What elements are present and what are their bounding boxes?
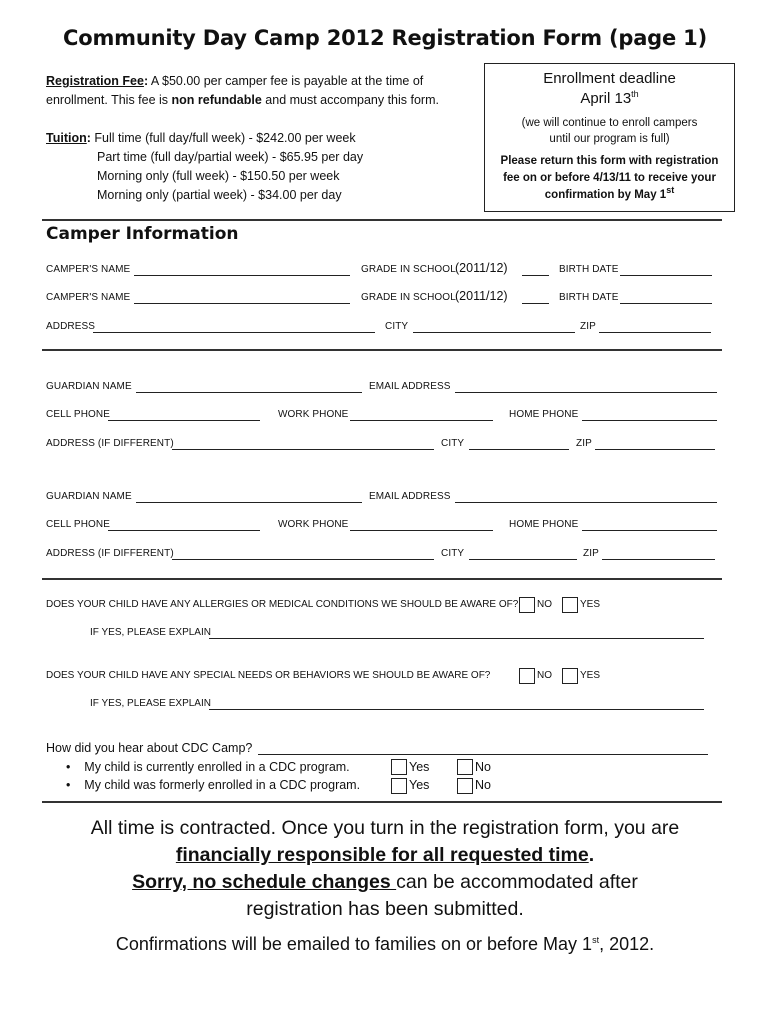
address-different-field[interactable] [172,548,434,560]
yes-label: YES [580,599,601,610]
address-different-label: ADDRESS (IF DIFFERENT) [46,438,174,449]
tuition-line: Morning only (partial week) - $34.00 per day [97,188,342,202]
grade-year: (2011/12) [455,261,508,275]
deadline-note: (we will continue to enroll campers until our program is full) [521,117,698,145]
home-phone-label: HOME PHONE [509,519,579,530]
tuition-line: Full time (full day/full week) - $242.00 per week [90,131,356,145]
no-label: No [475,778,491,792]
camper-name-label: CAMPER'S NAME [46,292,131,303]
confirmation-notice: Confirmations will be emailed to families on or before May 1st, 2012. [115,934,655,954]
zip-label: ZIP [583,548,599,559]
yes-label: Yes [409,778,430,792]
fee-text-a: A $50.00 per camper fee is payable at the time of [148,74,424,88]
work-phone-label: WORK PHONE [278,409,349,420]
home-phone-field[interactable] [582,409,717,421]
home-phone-label: HOME PHONE [509,409,579,420]
cell-phone-field[interactable] [108,409,260,421]
zip-label: ZIP [576,438,592,449]
divider [42,801,722,803]
address-label: ADDRESS [46,321,96,332]
explain-label: IF YES, PLEASE EXPLAIN [90,627,211,638]
birth-date-field[interactable] [620,292,712,304]
grade-label: GRADE IN SCHOOL [361,292,456,303]
deadline-title: Enrollment deadline [543,70,676,87]
email-label: EMAIL ADDRESS [369,381,451,392]
guardian-name-label: GUARDIAN NAME [46,381,132,392]
hear-field[interactable] [258,743,708,755]
cell-phone-label: CELL PHONE [46,409,110,420]
hear-question: How did you hear about CDC Camp? [46,741,253,755]
no-label: No [475,760,491,774]
birth-date-label: BIRTH DATE [559,264,619,275]
contract-line-3: Sorry, no schedule changes can be accommodated after [132,871,638,893]
allergies-question: DOES YOUR CHILD HAVE ANY ALLERGIES OR MEDICAL CONDITIONS WE SHOULD BE AWARE OF? [46,599,519,610]
registration-fee-label: Registration Fee [46,74,144,88]
grade-field[interactable] [522,292,549,304]
city-field[interactable] [469,438,569,450]
divider [42,219,722,221]
email-label: EMAIL ADDRESS [369,491,451,502]
guardian-name-field[interactable] [136,491,362,503]
special-needs-no-checkbox[interactable] [519,668,535,684]
zip-field[interactable] [599,321,711,333]
allergies-explain-field[interactable] [209,627,704,639]
city-label: CITY [441,438,465,449]
city-label: CITY [385,321,409,332]
tuition-text: Tuition: Full time (full day/full week) - $242.00 per week Part time (full day/partial week) - $65.95 per day Morning only (full week) - $150.50 per week Morning only (partial week) - $34.00 per day [46,129,363,205]
cell-phone-label: CELL PHONE [46,519,110,530]
work-phone-label: WORK PHONE [278,519,349,530]
grade-year: (2011/12) [455,289,508,303]
formerly-yes-checkbox[interactable] [391,778,407,794]
zip-label: ZIP [580,321,596,332]
non-refundable: non refundable [171,93,262,107]
formerly-no-checkbox[interactable] [457,778,473,794]
no-label: NO [537,670,552,681]
city-field[interactable] [413,321,575,333]
work-phone-field[interactable] [350,519,493,531]
currently-yes-checkbox[interactable] [391,759,407,775]
guardian-name-field[interactable] [136,381,362,393]
bullet-formerly-enrolled: • My child was formerly enrolled in a CDC program. [66,778,361,792]
allergies-yes-checkbox[interactable] [562,597,578,613]
camper-name-label: CAMPER'S NAME [46,264,131,275]
deadline-date: April 13th [580,89,639,107]
deadline-return-note: Please return this form with registration fee on or before 4/13/11 to receive your confirmation by May 1st [500,155,719,201]
address-different-field[interactable] [172,438,434,450]
special-needs-explain-field[interactable] [209,698,704,710]
camper-name-field[interactable] [134,292,350,304]
cell-phone-field[interactable] [108,519,260,531]
address-field[interactable] [93,321,375,333]
contract-line-1: All time is contracted. Once you turn in the registration form, you are [90,817,680,839]
no-label: NO [537,599,552,610]
grade-label: GRADE IN SCHOOL [361,264,456,275]
special-needs-yes-checkbox[interactable] [562,668,578,684]
home-phone-field[interactable] [582,519,717,531]
zip-field[interactable] [602,548,715,560]
camper-name-field[interactable] [134,264,350,276]
divider [42,349,722,351]
allergies-no-checkbox[interactable] [519,597,535,613]
tuition-line: Part time (full day/partial week) - $65.95 per day [97,150,364,164]
special-needs-question: DOES YOUR CHILD HAVE ANY SPECIAL NEEDS OR BEHAVIORS WE SHOULD BE AWARE OF? [46,670,491,681]
zip-field[interactable] [595,438,715,450]
tuition-label: Tuition [46,131,87,145]
city-label: CITY [441,548,465,559]
registration-fee-text: Registration Fee: A $50.00 per camper fee is payable at the time of enrollment. This fee is non refundable and must accompany this form. [46,74,439,107]
bullet-currently-enrolled: • My child is currently enrolled in a CDC program. [66,760,350,774]
email-field[interactable] [455,491,717,503]
explain-label: IF YES, PLEASE EXPLAIN [90,698,211,709]
contract-notice [0,815,770,923]
email-field[interactable] [455,381,717,393]
tuition-line: Morning only (full week) - $150.50 per week [97,169,340,183]
divider [42,578,722,580]
contract-line-4: registration has been submitted. [246,898,524,920]
birth-date-label: BIRTH DATE [559,292,619,303]
yes-label: YES [580,670,601,681]
birth-date-field[interactable] [620,264,712,276]
currently-no-checkbox[interactable] [457,759,473,775]
fee-text-c: and must accompany this form. [261,93,439,107]
camper-info-heading: Camper Information [46,224,239,244]
grade-field[interactable] [522,264,549,276]
address-different-label: ADDRESS (IF DIFFERENT) [46,548,174,559]
work-phone-field[interactable] [350,409,493,421]
fee-text-b: enrollment. This fee is [46,93,172,107]
form-title: Community Day Camp 2012 Registration Form (page 1) [63,26,707,50]
enrollment-deadline-box [484,63,735,212]
contract-line-2: financially responsible for all requested time. [175,844,595,866]
guardian-name-label: GUARDIAN NAME [46,491,132,502]
city-field[interactable] [469,548,577,560]
yes-label: Yes [409,760,430,774]
